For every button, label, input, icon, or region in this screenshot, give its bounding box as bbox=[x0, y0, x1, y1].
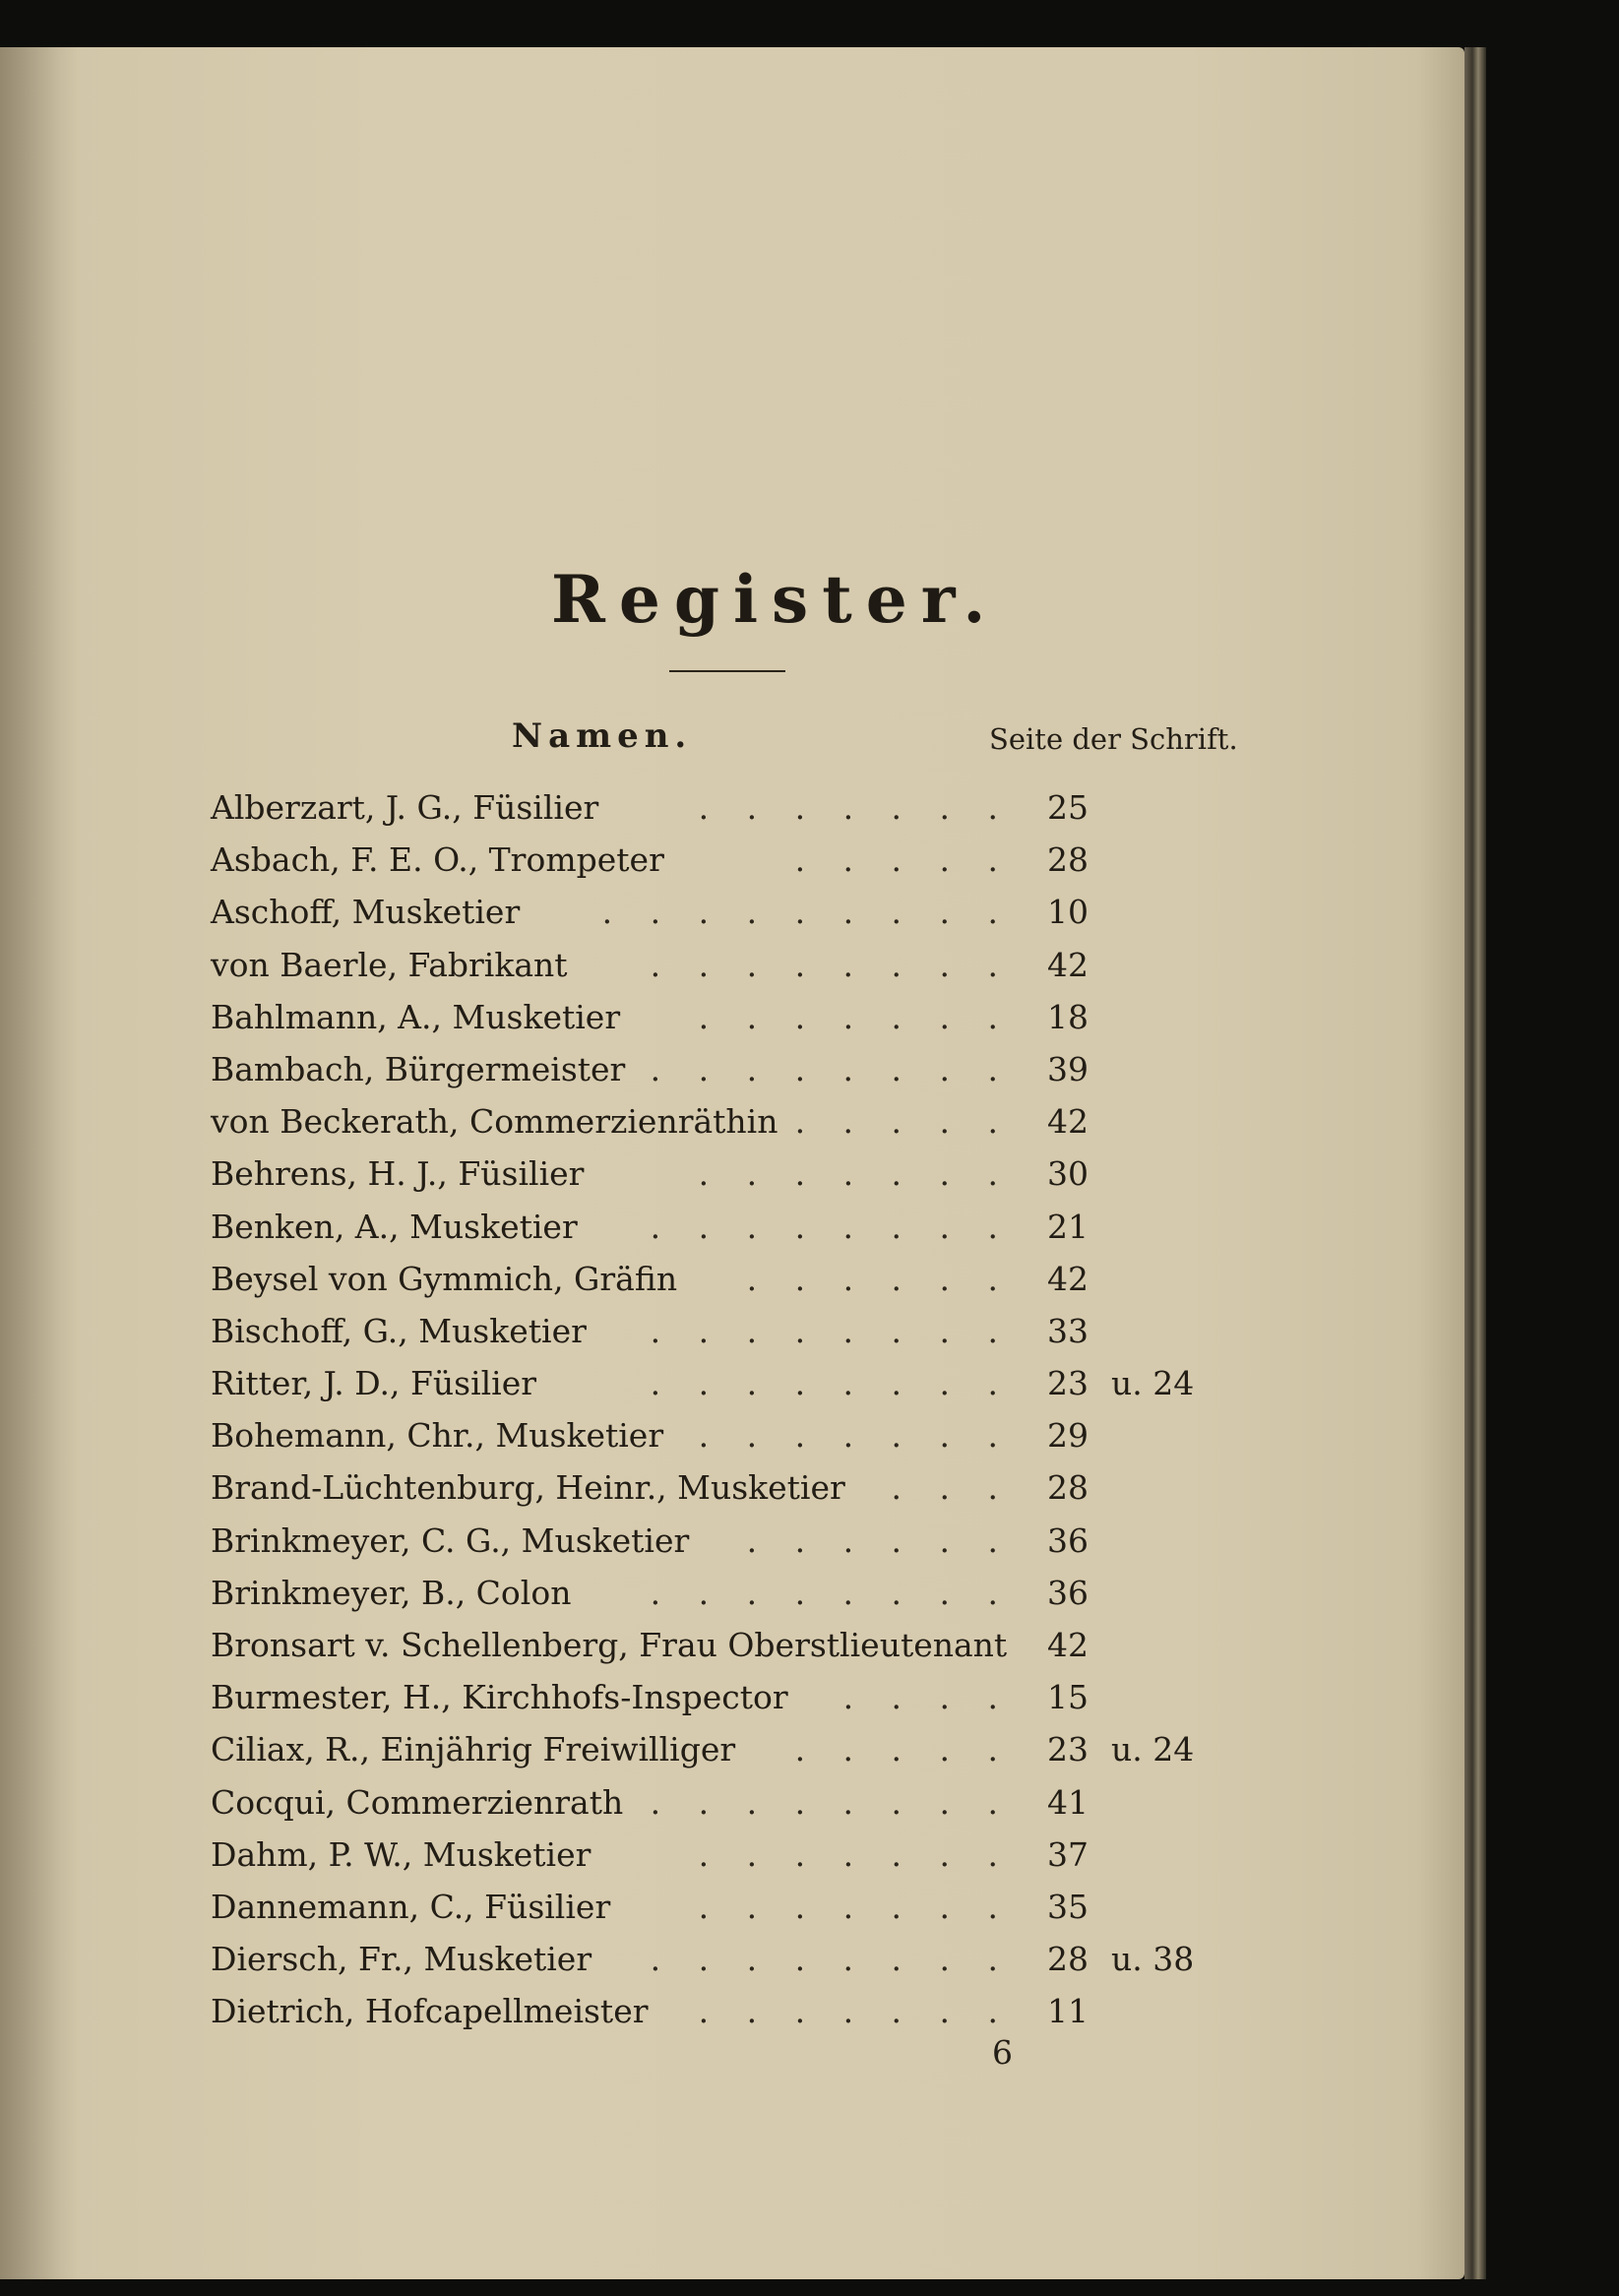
entry-page: 11 bbox=[1047, 1992, 1089, 2031]
register-entry bbox=[211, 1515, 1234, 1567]
book-cover-edge bbox=[1464, 47, 1486, 2279]
entry-name: Dahm, P. W., Musketier bbox=[211, 1834, 592, 1874]
entry-page: 28 bbox=[1047, 1940, 1089, 1979]
leader-dots: . . . . . . . . bbox=[650, 1940, 1012, 1979]
entry-name: Brinkmeyer, C. G., Musketier bbox=[211, 1520, 690, 1560]
leader-dots: . . . . . . . bbox=[698, 1416, 1012, 1456]
entry-page: 36 bbox=[1047, 1573, 1089, 1612]
register-entry bbox=[211, 1305, 1234, 1357]
leader-dots: . . . . bbox=[842, 1678, 1012, 1717]
entry-page: 42 bbox=[1047, 945, 1089, 984]
entry-page: 30 bbox=[1047, 1154, 1089, 1194]
entry-page-extra: u. 38 bbox=[1111, 1940, 1195, 1979]
entry-name: von Baerle, Fabrikant bbox=[211, 945, 568, 984]
leader-dots: . . . . . . . . bbox=[650, 945, 1012, 984]
entry-name: Bischoff, G., Musketier bbox=[211, 1311, 587, 1350]
entry-name: von Beckerath, Commerzienräthin bbox=[211, 1102, 778, 1142]
entry-name: Burmester, H., Kirchhofs-Inspector bbox=[211, 1678, 788, 1717]
register-entry bbox=[211, 1253, 1234, 1305]
leader-dots: . . . bbox=[891, 1468, 1012, 1508]
entry-name: Bambach, Bürgermeister bbox=[211, 1049, 626, 1088]
entry-name: Dietrich, Hofcapellmeister bbox=[211, 1992, 649, 2031]
entry-name: Dannemann, C., Füsilier bbox=[211, 1887, 611, 1926]
leader-dots: . . . . . bbox=[794, 1102, 1012, 1142]
register-entry bbox=[211, 1671, 1234, 1723]
page-title: Register. bbox=[551, 561, 1000, 638]
entry-page: 28 bbox=[1047, 1468, 1089, 1508]
entry-page: 42 bbox=[1047, 1102, 1089, 1142]
entry-page: 23 bbox=[1047, 1364, 1089, 1403]
leader-dots: . . . . . . . bbox=[698, 1154, 1012, 1194]
register-entry bbox=[211, 1776, 1234, 1829]
entry-page: 25 bbox=[1047, 788, 1089, 827]
register-list bbox=[211, 781, 1234, 2038]
register-entry bbox=[211, 1619, 1234, 1671]
entry-page: 10 bbox=[1047, 893, 1089, 932]
register-entry bbox=[211, 1095, 1234, 1148]
entry-name: Alberzart, J. G., Füsilier bbox=[211, 788, 599, 827]
leader-dots: . . . . . . bbox=[746, 1520, 1012, 1560]
register-entry bbox=[211, 1201, 1234, 1253]
entry-page: 33 bbox=[1047, 1311, 1089, 1350]
entry-page: 42 bbox=[1047, 1626, 1089, 1664]
register-entry bbox=[211, 1409, 1234, 1461]
leader-dots: . . . . . . . bbox=[698, 997, 1012, 1036]
leader-dots: . . . . . . . . bbox=[650, 1207, 1012, 1246]
column-header-pages: Seite der Schrift. bbox=[989, 722, 1238, 756]
register-entry bbox=[211, 1357, 1234, 1409]
leader-dots: . . . . . . . . bbox=[650, 1573, 1012, 1612]
entry-page: 35 bbox=[1047, 1887, 1089, 1926]
entry-page: 36 bbox=[1047, 1520, 1089, 1560]
entry-name: Bohemann, Chr., Musketier bbox=[211, 1416, 664, 1456]
register-entry bbox=[211, 834, 1234, 886]
register-entry bbox=[211, 1461, 1234, 1514]
leader-dots: . . . . . . . . bbox=[650, 1049, 1012, 1088]
entry-page: 18 bbox=[1047, 997, 1089, 1036]
entry-name: Cocqui, Commerzienrath bbox=[211, 1782, 624, 1822]
register-entry bbox=[211, 1829, 1234, 1881]
leader-dots: . . . . . . . . . bbox=[601, 893, 1012, 932]
entry-page: 37 bbox=[1047, 1834, 1089, 1874]
leader-dots: . . . . . . . . bbox=[650, 1311, 1012, 1350]
entry-page: 41 bbox=[1047, 1782, 1089, 1822]
entry-name: Behrens, H. J., Füsilier bbox=[211, 1154, 585, 1194]
entry-page: 28 bbox=[1047, 840, 1089, 880]
entry-name: Benken, A., Musketier bbox=[211, 1207, 578, 1246]
entry-name: Beysel von Gymmich, Gräfin bbox=[211, 1259, 678, 1298]
title-divider bbox=[669, 670, 785, 672]
entry-name: Asbach, F. E. O., Trompeter bbox=[211, 840, 664, 880]
register-entry bbox=[211, 1881, 1234, 1933]
entry-name: Aschoff, Musketier bbox=[211, 893, 521, 932]
leader-dots: . . . . . bbox=[794, 1730, 1012, 1769]
entry-page-extra: u. 24 bbox=[1111, 1364, 1195, 1403]
register-entry bbox=[211, 1933, 1234, 1985]
leader-dots: . . . . . . . bbox=[698, 788, 1012, 827]
leader-dots: . . . . . . . bbox=[698, 1834, 1012, 1874]
page-gutter-shadow bbox=[0, 47, 79, 2279]
entry-page-extra: u. 24 bbox=[1111, 1730, 1195, 1769]
entry-page: 39 bbox=[1047, 1049, 1089, 1088]
leader-dots: . . . . . . . bbox=[698, 1992, 1012, 2031]
leader-dots: . . . . . bbox=[794, 840, 1012, 880]
entry-name: Bronsart v. Schellenberg, Frau Oberstlieutenant bbox=[211, 1626, 1008, 1664]
register-entry bbox=[211, 1148, 1234, 1200]
leader-dots: . . . . . . . . bbox=[650, 1364, 1012, 1403]
register-entry bbox=[211, 781, 1234, 834]
entry-name: Diersch, Fr., Musketier bbox=[211, 1940, 592, 1979]
entry-page: 23 bbox=[1047, 1730, 1089, 1769]
entry-page: 42 bbox=[1047, 1259, 1089, 1298]
entry-name: Ritter, J. D., Füsilier bbox=[211, 1364, 537, 1403]
entry-page: 21 bbox=[1047, 1207, 1089, 1246]
leader-dots: . . . . . . . . bbox=[650, 1782, 1012, 1822]
entry-name: Brinkmeyer, B., Colon bbox=[211, 1573, 572, 1612]
column-header-names: Namen. bbox=[512, 716, 693, 756]
register-entry bbox=[211, 886, 1234, 938]
entry-page: 29 bbox=[1047, 1416, 1089, 1456]
leader-dots: . . . . . . . bbox=[698, 1887, 1012, 1926]
leader-dots: . . . . . . bbox=[746, 1259, 1012, 1298]
register-entry bbox=[211, 991, 1234, 1043]
register-entry bbox=[211, 1567, 1234, 1619]
register-entry bbox=[211, 1043, 1234, 1095]
entry-page: 15 bbox=[1047, 1678, 1089, 1717]
entry-name: Brand-Lüchtenburg, Heinr., Musketier bbox=[211, 1468, 845, 1508]
entry-name: Ciliax, R., Einjährig Freiwilliger bbox=[211, 1730, 736, 1769]
page-number: 6 bbox=[992, 2033, 1013, 2072]
register-entry bbox=[211, 1985, 1234, 2037]
entry-name: Bahlmann, A., Musketier bbox=[211, 997, 621, 1036]
register-entry bbox=[211, 939, 1234, 991]
register-entry bbox=[211, 1723, 1234, 1775]
